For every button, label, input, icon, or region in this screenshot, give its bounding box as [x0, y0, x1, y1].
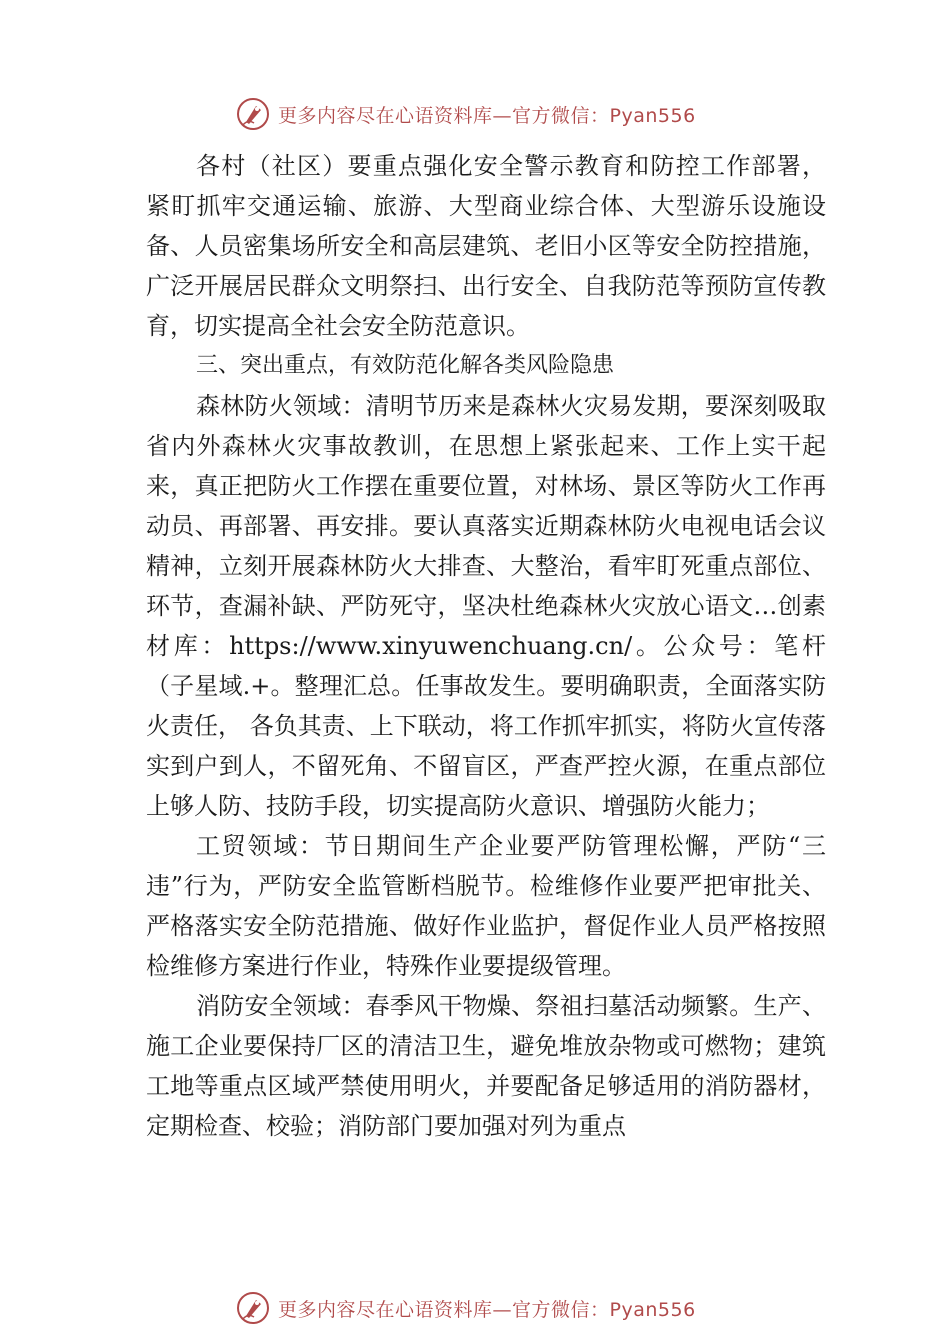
paragraph-forest-fire: 森林防火领域：清明节历来是森林火灾易发期，要深刻吸取省内外森林火灾事故教训，在思想上紧张起来、工作上实干起来，真正把防火工作摆在重要位置，对林场、景区等防火工作再动员、再部署、再安排。要认真落实近期森林防火电视电话会议精神，立刻开展森林防火大排查、大整治，看牢盯死重点部位、环节，查漏补缺、严防死守，坚决杜绝森林火灾放心语文…创素材库：https://www.xinyuwenchuang.cn/。公众号：笔杆（子星域.+。整理汇总。任事故发生。要明确职责，全面落实防火责任， 各负其责、上下联动，将工作抓牢抓实，将防火宣传落实到户到人，不留死角、不留盲区，严查严控火源，在重点部位上够人防、技防手段，切实提高防火意识、增强防火能力； — [146, 392, 826, 820]
watermark-text-en: Pyan556 — [609, 104, 696, 127]
watermark-text — [278, 1295, 696, 1322]
watermark-text-cn: 更多内容尽在心语资料库—官方微信： — [278, 104, 610, 127]
footer-watermark — [236, 1290, 696, 1326]
watermark-text-cn: 更多内容尽在心语资料库—官方微信： — [278, 1298, 610, 1321]
document-body — [146, 146, 826, 1146]
watermark-text-en: Pyan556 — [609, 1298, 696, 1321]
paragraph-industry-trade: 工贸领域：节日期间生产企业要严防管理松懈，严防“三违”行为，严防安全监管断档脱节。检维修作业要严把审批关、严格落实安全防范措施、做好作业监护，督促作业人员严格按照检维修方案进行作业，特殊作业要提级管理。 — [146, 832, 826, 980]
header-watermark — [236, 96, 696, 132]
pen-nib-icon — [236, 1291, 270, 1325]
pen-nib-icon — [236, 97, 270, 131]
paragraph-fire-safety: 消防安全领域：春季风干物燥、祭祖扫墓活动频繁。生产、施工企业要保持厂区的清洁卫生，避免堆放杂物或可燃物；建筑工地等重点区域严禁使用明火，并要配备足够适用的消防器材，定期检查、校验；消防部门要加强对列为重点 — [146, 992, 826, 1140]
watermark-text — [278, 101, 696, 128]
paragraph-community: 各村（社区）要重点强化安全警示教育和防控工作部署， 紧盯抓牢交通运输、旅游、大型商业综合体、大型游乐设施设备、人员密集场所安全和高层建筑、老旧小区等安全防控措施，广泛开展居民群众文明祭扫、出行安全、自我防范等预防宣传教育，切实提高全社会安全防范意识。 — [146, 152, 826, 340]
section-heading: 三、突出重点，有效防范化解各类风险隐患 — [196, 353, 615, 378]
